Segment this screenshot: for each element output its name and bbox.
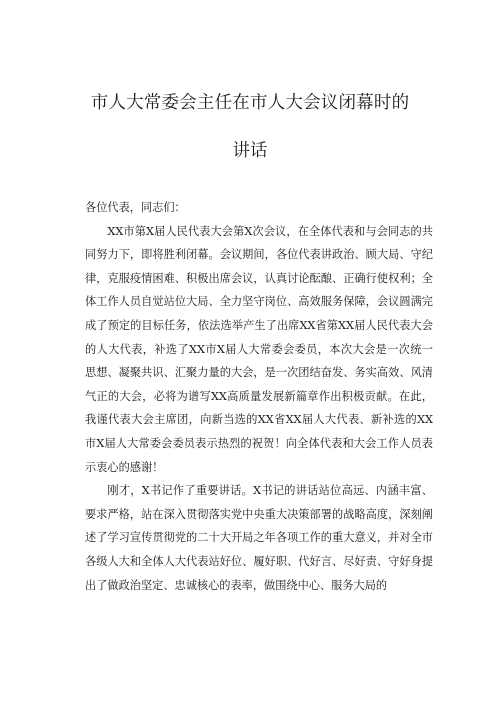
- paragraph-2: 刚才，X书记作了重要讲话。X书记的讲话站位高远、内涵丰富、要求严格，站在深入贯彻落实党中央重大决策部署的战略高度，深刻阐述了学习宣传贯彻党的二十大开局之年各项工作的重大意义，并对全市各级人大和全体人大代表站好位、履好职、代好言、尽好责、守好身提出了做政治坚定、忠诚核心的表率，做围绕中心、服务大局的: [85, 484, 433, 592]
- paragraph-1: XX市第X届人民代表大会第X次会议，在全体代表和与会同志的共同努力下，即将胜利闭幕。会议期间，各位代表讲政治、顾大局、守纪律，克服疫情困难、积极出席会议，认真讨论酝酿、正确行使权利；全体工作人员自觉站位大局、全力坚守岗位、高效服务保障，会议圆满完成了预定的目标任务，依法选举产生了出席XX省第XX届人民代表大会的人大代表，补选了XX市X届人大常委会委员，本次大会是一次统一思想、凝聚共识、汇聚力量的大会，是一次团结奋发、务实高效、风清气正的大会，必将为谱写XX高质量发展新篇章作出积极贡献。在此，我谨代表大会主席团，向新当选的XX省XX届人大代表、新补选的XX市X届人大常委会委员表示热烈的祝贺！向全体代表和大会工作人员表示衷心的感谢！: [85, 224, 433, 474]
- document-title-line-1: 市人大常委会主任在市人大会议闭幕时的: [90, 93, 410, 113]
- salutation: 各位代表，同志们：: [85, 201, 186, 214]
- document-title-line-2: 讲话: [232, 141, 268, 161]
- document-body: [85, 196, 433, 597]
